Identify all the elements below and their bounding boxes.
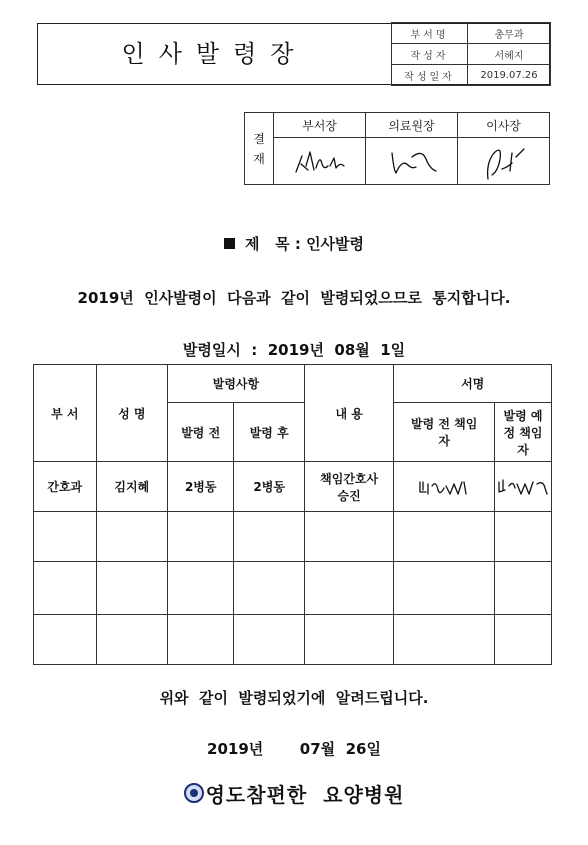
meta-row-date: [392, 65, 551, 86]
appointment-table: [33, 364, 552, 665]
hospital-logo-icon: [184, 783, 204, 803]
header-signature: 서명: [394, 365, 552, 403]
header-content: 내 용: [304, 365, 393, 462]
meta-row-department: [392, 23, 551, 44]
header-sig-before: 발령 전 책임자: [394, 403, 495, 462]
effective-date: 발령일시 : 2019년 08월 1일: [182, 341, 406, 359]
table-row: [34, 512, 552, 562]
approval-signature-dept-head: [274, 138, 366, 185]
approval-role-chairman: 이사장: [458, 113, 550, 138]
meta-value: 2019.07.26: [468, 65, 551, 86]
organization-name: 영도참편한 요양병원: [205, 783, 405, 807]
approval-signature-chairman: [458, 138, 550, 185]
cell-before: 2병동: [167, 462, 233, 512]
meta-value: 서혜지: [468, 44, 551, 65]
organization-line: [0, 779, 588, 808]
approval-role-dept-head: 부서장: [274, 113, 366, 138]
header-before: 발령 전: [167, 403, 233, 462]
table-row: [34, 462, 552, 512]
approval-table: [244, 112, 550, 185]
meta-label: 부서명: [392, 23, 468, 44]
table-row: [34, 562, 552, 615]
closing-text: 위와 같이 발령되었기에 알려드립니다.: [159, 689, 429, 707]
header-after: 발령 후: [234, 403, 304, 462]
cell-sig-before: [394, 462, 495, 512]
header-sig-after: 발령 예정 책임자: [495, 403, 552, 462]
document-meta-table: [391, 22, 551, 86]
cell-content: 책임간호사 승진: [304, 462, 393, 512]
approval-role-director: 의료원장: [366, 113, 458, 138]
table-row: [34, 615, 552, 665]
approval-signature-director: [366, 138, 458, 185]
subject-colon: :: [289, 235, 307, 253]
approval-side-char-1: 결: [253, 131, 265, 146]
cell-after: 2병동: [234, 462, 304, 512]
cell-sig-after: [495, 462, 552, 512]
header-appointment: 발령사항: [167, 365, 304, 403]
issue-date: 2019년 07월 26일: [207, 740, 381, 758]
header-dept: 부 서: [34, 365, 97, 462]
notice-text: 2019년 인사발령이 다음과 같이 발령되었으므로 통지합니다.: [77, 289, 511, 307]
subject-value: 인사발령: [306, 235, 365, 253]
approval-side-char-2: 재: [253, 151, 265, 166]
handwritten-signature: [495, 476, 551, 498]
meta-label: 작성일자: [392, 65, 468, 86]
meta-label: 작성자: [392, 44, 468, 65]
handwritten-signature: [474, 139, 534, 183]
subject-line: [0, 233, 588, 254]
approval-side-label: [245, 113, 274, 185]
meta-value: 총무과: [468, 23, 551, 44]
handwritten-signature: [416, 476, 472, 498]
document-title: 인사발령장: [121, 40, 308, 68]
header-name: 성 명: [96, 365, 167, 462]
handwritten-signature: [382, 143, 442, 179]
cell-dept: 간호과: [34, 462, 97, 512]
meta-row-author: [392, 44, 551, 65]
subject-label: 제 목: [244, 235, 290, 253]
handwritten-signature: [290, 144, 350, 178]
square-bullet-icon: [224, 238, 235, 249]
cell-name: 김지혜: [96, 462, 167, 512]
